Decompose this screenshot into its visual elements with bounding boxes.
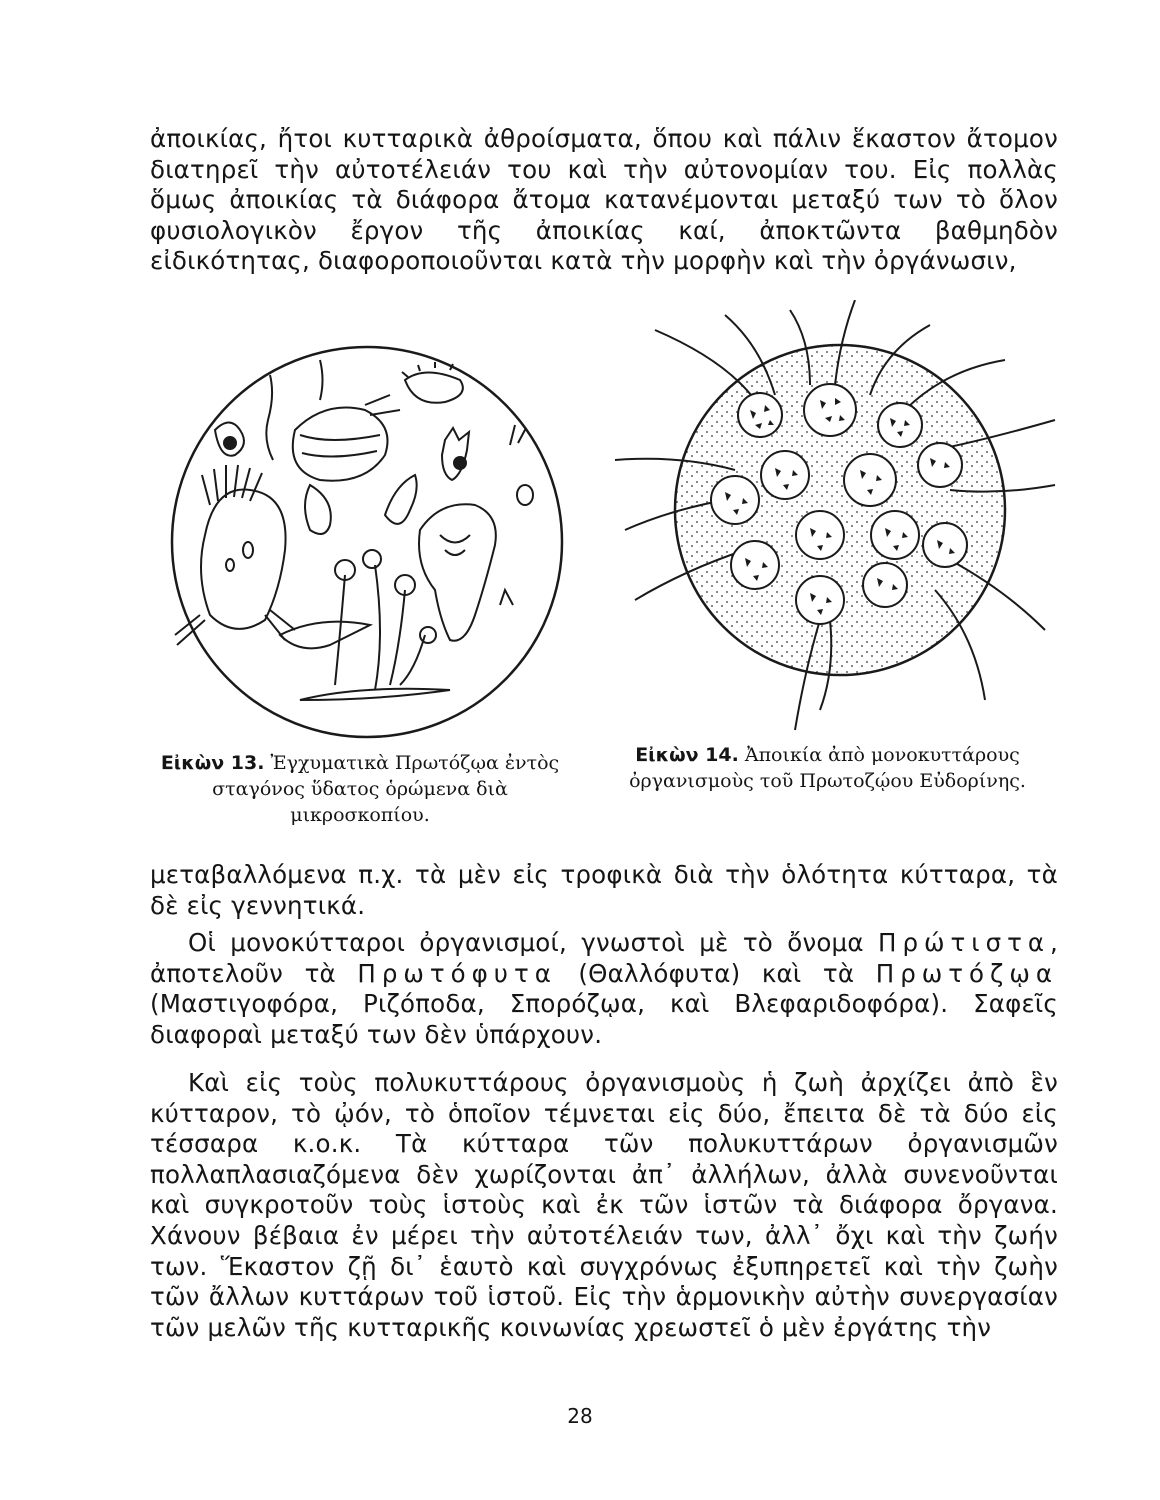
figure-13-microscope-drawing <box>160 335 580 745</box>
figure-13-label: Εἰκὼν 13. <box>160 752 265 774</box>
figure-13-caption <box>160 750 560 828</box>
figure-13-caption-text: Ἐγχυματικὰ Πρωτόζῳα ἐντὸς σταγόνος ὕδατος ὁρώμενα διὰ μικροσκοπίου. <box>212 752 560 826</box>
paragraph-after-figures: μεταβαλλόμενα π.χ. τὰ μὲν εἰς τροφικὰ διὰ τὴν ὁλότητα κύτταρα, τὰ δὲ εἰς γεννητικά. <box>150 860 1058 920</box>
protista-text-1: Οἱ μονοκύτταροι ὀργανισμοί, γνωστοὶ μὲ τὸ ὄνομα <box>188 928 879 957</box>
term-protophyta: Πρωτόφυτα <box>357 958 557 988</box>
figure-14-label: Εἰκὼν 14. <box>635 744 739 766</box>
protista-text-4: (Μαστιγοφόρα, Ριζόποδα, Σπορόζῳα, καὶ Βλεφαριδοφόρα). Σαφεῖς διαφοραὶ μεταξύ των δὲν ὑπάρχουν. <box>150 989 1058 1049</box>
figure-14-caption <box>600 742 1055 794</box>
term-protozoa: Πρωτόζῳα <box>875 958 1058 988</box>
paragraph-multicellular: Καὶ εἰς τοὺς πολυκυττάρους ὀργανισμοὺς ἡ ζωὴ ἀρχίζει ἀπὸ ἓν κύτταρον, τὸ ᾠόν, τὸ ὁποῖον τέμνεται εἰς δύο, ἔπειτα δὲ τὰ δύο εἰς τέσσαρα κ.ο.κ. Τὰ κύτταρα τῶν πολυκυττάρων ὀργανισμῶν πολλαπλασιαζόμενα δὲν χωρίζονται ἀπ᾿ ἀλλήλων, ἀλλὰ συνενοῦνται καὶ συγκροτοῦν τοὺς ἱστοὺς καὶ ἐκ τῶν ἱστῶν τὰ διάφορα ὄργανα. Χάνουν βέβαια ἐν μέρει τὴν αὐτοτέλειάν των, ἀλλ᾿ ὄχι καὶ τὴν ζωήν των. Ἕκαστον ζῇ δι᾿ ἑαυτὸ καὶ συγχρόνως ἐξυπηρετεῖ καὶ τὴν ζωὴν τῶν ἄλλων κυττάρων τοῦ ἱστοῦ. Εἰς τὴν ἁρμονικὴν αὐτὴν συνεργασίαν τῶν μελῶν τῆς κυτταρικῆς κοινωνίας χρεωστεῖ ὁ μὲν ἐργάτης τὴν <box>150 1068 1058 1342</box>
term-protista: Πρώτιστα <box>878 928 1050 957</box>
figure-14-eudorina-colony-drawing <box>605 300 1080 740</box>
paragraph-protista <box>150 928 1058 1050</box>
protista-text-3: (Θαλλόφυτα) καὶ τὰ <box>556 958 876 988</box>
figure-14-caption-text: Ἀποικία ἀπὸ μονοκυττάρους ὀργανισμοὺς τοῦ Πρωτοζῴου Εὐδορίνης. <box>629 744 1026 792</box>
page-number: 28 <box>567 1404 593 1428</box>
top-paragraph: ἀποικίας, ἤτοι κυτταρικὰ ἀθροίσματα, ὅπου καὶ πάλιν ἕκαστον ἄτομον διατηρεῖ τὴν αὐτοτέλειάν του καὶ τὴν αὐτονομίαν του. Εἰς πολλὰς ὅμως ἀποικίας τὰ διάφορα ἄτομα κατανέμονται μεταξύ των τὸ ὅλον φυσιολογικὸν ἔργον τῆς ἀποικίας καί, ἀποκτῶντα βαθμηδὸν εἰδικότητας, διαφοροποιοῦνται κατὰ τὴν μορφὴν καὶ τὴν ὀργάνωσιν, <box>150 124 1058 276</box>
protista-text-2: , ἀποτελοῦν τὰ <box>150 928 1058 988</box>
